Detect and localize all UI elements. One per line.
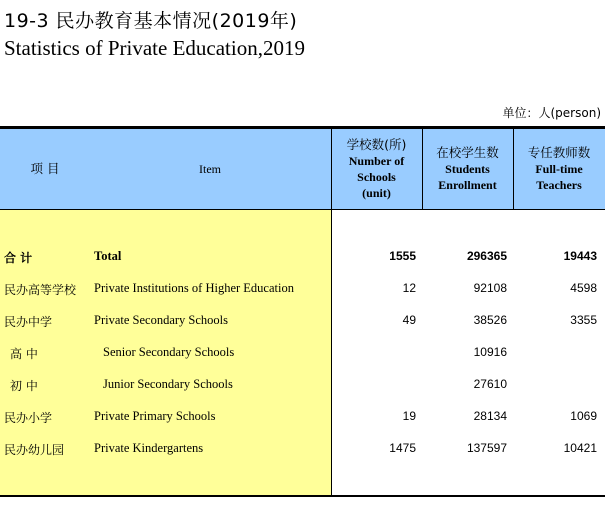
row-label-en: Junior Secondary Schools [103, 377, 233, 391]
students-value: 28134 [473, 409, 507, 423]
students-value: 27610 [473, 377, 507, 391]
schools-value: 49 [402, 313, 416, 327]
schools-value: 1555 [389, 249, 416, 263]
unit-label: 单位：人(person) [502, 106, 601, 120]
teachers-value: 4598 [570, 281, 597, 295]
students-value: 92108 [473, 281, 507, 295]
row-label-cn: 初 中 [10, 379, 38, 393]
row-label-en: Private Primary Schools [94, 409, 216, 423]
header-students: 在校学生数 Students Enrollment [436, 145, 499, 192]
teachers-value: 1069 [570, 409, 597, 423]
schools-value: 1475 [389, 441, 416, 455]
header-item-en: Item [199, 162, 221, 176]
row-label-cn: 高 中 [10, 347, 38, 361]
students-value: 137597 [466, 441, 507, 455]
table-row [0, 278, 605, 298]
header-divider [0, 209, 605, 210]
row-label-cn: 民办幼儿园 [4, 443, 65, 457]
students-value: 38526 [473, 313, 507, 327]
teachers-value: 19443 [563, 249, 597, 263]
students-value: 10916 [473, 345, 507, 359]
row-label-en: Private Kindergartens [94, 441, 204, 455]
students-value: 296365 [466, 249, 507, 263]
table-row [0, 438, 605, 458]
schools-value: 19 [402, 409, 416, 423]
page-title-en: Statistics of Private Education,2019 [4, 36, 305, 60]
table-row [0, 374, 605, 394]
row-label-cn: 民办中学 [4, 315, 53, 329]
bottom-rule [0, 495, 605, 497]
row-label-cn: 民办小学 [4, 411, 53, 425]
table-row [0, 310, 605, 330]
row-label-en: Private Institutions of Higher Education [94, 281, 294, 295]
row-label-en: Total [94, 249, 122, 263]
row-label-cn: 民办高等学校 [4, 283, 77, 297]
teachers-value: 3355 [570, 313, 597, 327]
page-title-cn: 19-3 民办教育基本情况(2019年) [4, 10, 298, 32]
table-row [0, 342, 605, 362]
header-item-cn: 项 目 [30, 161, 60, 176]
header-schools: 学校数(所) Number of Schools (unit) [346, 137, 407, 200]
teachers-value: 10421 [563, 441, 597, 455]
row-label-en: Senior Secondary Schools [103, 345, 235, 359]
row-label-en: Private Secondary Schools [94, 313, 229, 327]
header-teachers: 专任教师数 Full-time Teachers [527, 145, 591, 192]
row-label-cn: 合 计 [4, 251, 33, 265]
schools-value: 12 [402, 281, 416, 295]
table-row [0, 406, 605, 426]
table-row [0, 246, 605, 266]
